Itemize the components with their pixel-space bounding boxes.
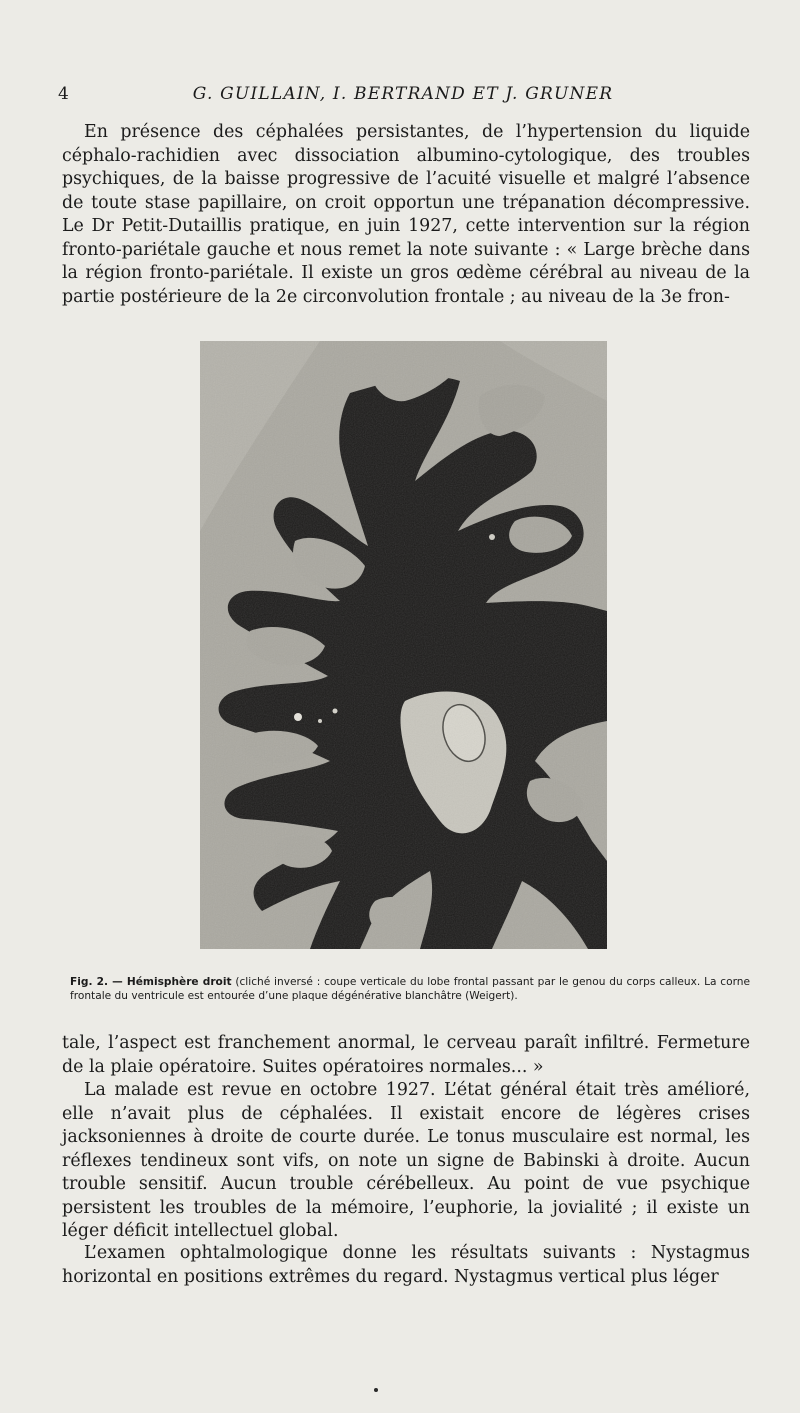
running-title: G. GUILLAIN, I. BERTRAND ET J. GRUNER: [192, 84, 614, 104]
figure-caption-label: Fig. 2. — Hémisphère droit: [70, 976, 232, 988]
brain-section-photograph: [200, 341, 607, 949]
body-paragraph-4: L’examen ophtalmologique donne les résultats suivants : Nystagmus horizontal en positions extrêmes du regard. Nystagmus vertical plus léger: [62, 1243, 750, 1287]
brain-section-image: [200, 341, 607, 949]
figure-caption: [70, 975, 750, 1003]
body-paragraph-2: tale, l’aspect est franchement anormal, le cerveau paraît infiltré. Fermeture de la plaie opératoire. Suites opératoires normales... »: [62, 1033, 750, 1077]
ink-speck: [374, 1388, 378, 1392]
body-paragraph-1: En présence des céphalées persistantes, de l’hypertension du liquide céphalo-rachidien avec dissociation albumino-cytologique, des troubles psychiques, de la baisse progressive de l’acuité visuelle et malgré l’absence de toute stase papillaire, on croit opportun une trépanation décompressive. Le Dr Petit-Dutaillis pratique, en juin 1927, cette intervention sur la région fronto-pariétale gauche et nous remet la note suivante : « Large brèche dans la région fronto-pariétale. Il existe un gros œdème cérébral au niveau de la partie postérieure de la 2e circonvolution frontale ; au niveau de la 3e fron-: [62, 122, 750, 307]
figure-caption-text: (cliché inversé : coupe verticale du lobe frontal passant par le genou du corps calleux. La corne frontale du ventricule est entourée d’une plaque dégénérative blanchâtre (Weigert).: [70, 976, 750, 1002]
page-header: [58, 84, 748, 108]
page-number: 4: [58, 84, 69, 104]
body-paragraph-3: La malade est revue en octobre 1927. L’état général était très amélioré, elle n’avait plus de céphalées. Il existait encore de légères crises jacksoniennes à droite de courte durée. Le tonus musculaire est normal, les réflexes tendineux sont vifs, on note un signe de Babinski à droite. Aucun trouble sensitif. Aucun trouble cérébelleux. Au point de vue psychique persistent les troubles de la mémoire, l’euphorie, la jovialité ; il existe un léger déficit intellectuel global.: [62, 1080, 750, 1241]
